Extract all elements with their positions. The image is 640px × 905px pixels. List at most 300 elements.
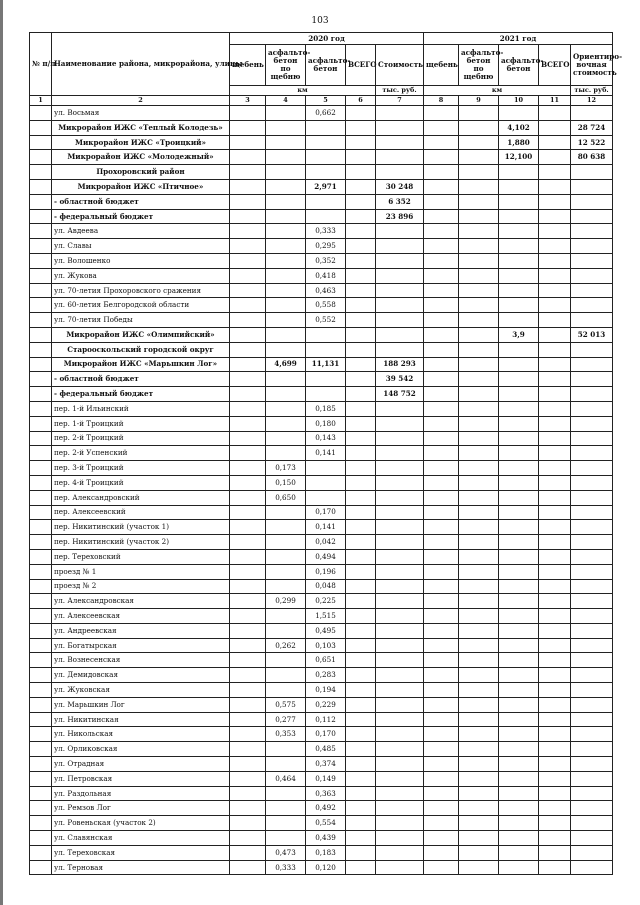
cell-c5 <box>306 120 346 135</box>
cell-c5: 0,558 <box>306 298 346 313</box>
cell-c7 <box>376 727 424 742</box>
cell-c3 <box>230 372 266 387</box>
cell-c5 <box>306 461 346 476</box>
cell-c7 <box>376 845 424 860</box>
cell-c9 <box>459 579 499 594</box>
cell-c11 <box>539 150 571 165</box>
cell-c5: 0,141 <box>306 446 346 461</box>
cell-c7 <box>376 224 424 239</box>
table-row <box>30 490 613 505</box>
cell-c10: 3,9 <box>499 327 539 342</box>
cell-c8 <box>424 446 459 461</box>
cell-c4: 4,699 <box>266 357 306 372</box>
cell-no <box>30 697 52 712</box>
cell-c4 <box>266 253 306 268</box>
cell-c8 <box>424 253 459 268</box>
cell-c9 <box>459 490 499 505</box>
cell-c4 <box>266 446 306 461</box>
cell-c12 <box>571 564 613 579</box>
cell-c8 <box>424 505 459 520</box>
cell-c10 <box>499 638 539 653</box>
cell-c11 <box>539 579 571 594</box>
cell-c7 <box>376 253 424 268</box>
cell-c11 <box>539 742 571 757</box>
cell-c3 <box>230 623 266 638</box>
cell-c6 <box>346 416 376 431</box>
cell-c6 <box>346 727 376 742</box>
header-unit-km-2020: км <box>230 86 376 96</box>
cell-c4 <box>266 342 306 357</box>
cell-c6 <box>346 816 376 831</box>
cell-name: Микрорайон ИЖС «Теплый Колодезь» <box>52 120 230 135</box>
cell-c9 <box>459 209 499 224</box>
column-number-row <box>30 96 613 106</box>
cell-c10 <box>499 387 539 402</box>
cell-c9 <box>459 638 499 653</box>
cell-c9 <box>459 150 499 165</box>
cell-c10 <box>499 801 539 816</box>
cell-c10 <box>499 742 539 757</box>
cell-c7 <box>376 239 424 254</box>
cell-c10 <box>499 623 539 638</box>
cell-no <box>30 431 52 446</box>
cell-c5: 0,141 <box>306 520 346 535</box>
cell-c6 <box>346 490 376 505</box>
cell-c6 <box>346 120 376 135</box>
cell-c8 <box>424 461 459 476</box>
table-row <box>30 461 613 476</box>
cell-c4 <box>266 120 306 135</box>
cell-c9 <box>459 549 499 564</box>
cell-c12 <box>571 831 613 846</box>
cell-c3 <box>230 712 266 727</box>
cell-c5: 0,120 <box>306 860 346 875</box>
cell-c8 <box>424 179 459 194</box>
cell-c3 <box>230 594 266 609</box>
cell-c9 <box>459 475 499 490</box>
cell-c9 <box>459 268 499 283</box>
cell-c9 <box>459 771 499 786</box>
cell-c8 <box>424 771 459 786</box>
cell-no <box>30 357 52 372</box>
cell-no <box>30 387 52 402</box>
column-number: 12 <box>571 96 613 106</box>
cell-name: пер. 2-й Успенский <box>52 446 230 461</box>
cell-c12 <box>571 860 613 875</box>
cell-c7 <box>376 831 424 846</box>
cell-c4 <box>266 106 306 121</box>
cell-c10 <box>499 313 539 328</box>
cell-c11 <box>539 446 571 461</box>
cell-name: ул. Петровская <box>52 771 230 786</box>
cell-c11 <box>539 357 571 372</box>
cell-c3 <box>230 224 266 239</box>
cell-c8 <box>424 860 459 875</box>
cell-c10 <box>499 357 539 372</box>
cell-c4: 0,173 <box>266 461 306 476</box>
cell-c9 <box>459 135 499 150</box>
table-row <box>30 816 613 831</box>
cell-c11 <box>539 683 571 698</box>
cell-c12: 12 522 <box>571 135 613 150</box>
cell-c6 <box>346 283 376 298</box>
cell-no <box>30 239 52 254</box>
cell-name: Микрорайон ИЖС «Молодежный» <box>52 150 230 165</box>
cell-c11 <box>539 224 571 239</box>
cell-c6 <box>346 179 376 194</box>
table-row <box>30 564 613 579</box>
cell-c11 <box>539 860 571 875</box>
cell-no <box>30 668 52 683</box>
cell-c5: 0,495 <box>306 623 346 638</box>
table-body <box>30 106 613 875</box>
cell-c11 <box>539 712 571 727</box>
cell-no <box>30 490 52 505</box>
cell-c8 <box>424 239 459 254</box>
cell-c5: 0,494 <box>306 549 346 564</box>
cell-no <box>30 268 52 283</box>
cell-c6 <box>346 268 376 283</box>
cell-c7 <box>376 416 424 431</box>
cell-c7 <box>376 771 424 786</box>
cell-c8 <box>424 594 459 609</box>
cell-c11 <box>539 209 571 224</box>
cell-c12 <box>571 757 613 772</box>
cell-c7: 23 896 <box>376 209 424 224</box>
cell-c9 <box>459 860 499 875</box>
cell-no <box>30 342 52 357</box>
cell-c6 <box>346 372 376 387</box>
cell-c10 <box>499 786 539 801</box>
cell-c11 <box>539 327 571 342</box>
table-row <box>30 387 613 402</box>
cell-c6 <box>346 150 376 165</box>
cell-name: ул. 60-летия Белгородской области <box>52 298 230 313</box>
cell-no <box>30 831 52 846</box>
cell-c6 <box>346 712 376 727</box>
cell-c11 <box>539 549 571 564</box>
cell-c3 <box>230 106 266 121</box>
table-row <box>30 653 613 668</box>
table-row <box>30 327 613 342</box>
table-row <box>30 860 613 875</box>
cell-c5: 11,131 <box>306 357 346 372</box>
header-year-2021: 2021 год <box>424 33 613 45</box>
cell-c3 <box>230 549 266 564</box>
cell-c3 <box>230 831 266 846</box>
cell-name: - федеральный бюджет <box>52 209 230 224</box>
cell-c3 <box>230 771 266 786</box>
cell-c5 <box>306 165 346 180</box>
cell-c8 <box>424 194 459 209</box>
cell-c11 <box>539 816 571 831</box>
cell-c12 <box>571 771 613 786</box>
cell-no <box>30 194 52 209</box>
road-repair-table <box>29 32 623 875</box>
cell-c8 <box>424 106 459 121</box>
cell-c6 <box>346 653 376 668</box>
cell-no <box>30 135 52 150</box>
cell-c12: 28 724 <box>571 120 613 135</box>
cell-c12 <box>571 786 613 801</box>
cell-c6 <box>346 194 376 209</box>
cell-c5: 0,185 <box>306 401 346 416</box>
cell-c10 <box>499 475 539 490</box>
cell-c3 <box>230 801 266 816</box>
cell-c12 <box>571 461 613 476</box>
cell-c8 <box>424 165 459 180</box>
cell-name: ул. Раздольная <box>52 786 230 801</box>
cell-c11 <box>539 727 571 742</box>
cell-c6 <box>346 831 376 846</box>
cell-c10 <box>499 845 539 860</box>
cell-c4 <box>266 283 306 298</box>
cell-c4 <box>266 135 306 150</box>
cell-c12 <box>571 697 613 712</box>
cell-no <box>30 224 52 239</box>
cell-c11 <box>539 801 571 816</box>
cell-c7 <box>376 653 424 668</box>
cell-c7 <box>376 801 424 816</box>
cell-c5: 0,662 <box>306 106 346 121</box>
cell-c9 <box>459 712 499 727</box>
cell-c6 <box>346 668 376 683</box>
table-row <box>30 742 613 757</box>
cell-no <box>30 179 52 194</box>
cell-no <box>30 283 52 298</box>
table-row <box>30 535 613 550</box>
cell-c11 <box>539 239 571 254</box>
cell-c12 <box>571 106 613 121</box>
cell-name: пер. Александровский <box>52 490 230 505</box>
table-row <box>30 357 613 372</box>
cell-c9 <box>459 683 499 698</box>
cell-c5: 0,374 <box>306 757 346 772</box>
cell-c7 <box>376 549 424 564</box>
cell-c12 <box>571 712 613 727</box>
cell-c3 <box>230 638 266 653</box>
cell-c10 <box>499 179 539 194</box>
cell-c11 <box>539 771 571 786</box>
cell-no <box>30 801 52 816</box>
cell-no <box>30 461 52 476</box>
cell-c5: 0,283 <box>306 668 346 683</box>
cell-c8 <box>424 564 459 579</box>
cell-c9 <box>459 594 499 609</box>
table-row <box>30 475 613 490</box>
column-number: 6 <box>346 96 376 106</box>
cell-c3 <box>230 697 266 712</box>
cell-no <box>30 609 52 624</box>
page-number: 103 <box>311 16 329 26</box>
cell-c5: 0,229 <box>306 697 346 712</box>
cell-no <box>30 372 52 387</box>
cell-c7 <box>376 816 424 831</box>
cell-c8 <box>424 357 459 372</box>
table-row <box>30 727 613 742</box>
cell-c8 <box>424 549 459 564</box>
cell-c4: 0,150 <box>266 475 306 490</box>
cell-c11 <box>539 609 571 624</box>
header-total-2020: ВСЕГО <box>346 45 376 86</box>
cell-c3 <box>230 387 266 402</box>
cell-c5: 0,485 <box>306 742 346 757</box>
cell-c6 <box>346 135 376 150</box>
cell-c6 <box>346 845 376 860</box>
cell-c3 <box>230 150 266 165</box>
cell-c3 <box>230 845 266 860</box>
table-row <box>30 194 613 209</box>
cell-c5: 0,042 <box>306 535 346 550</box>
cell-c4: 0,299 <box>266 594 306 609</box>
cell-name: пер. 2-й Троицкий <box>52 431 230 446</box>
cell-c6 <box>346 431 376 446</box>
cell-c7 <box>376 150 424 165</box>
cell-c12 <box>571 638 613 653</box>
cell-c12 <box>571 609 613 624</box>
cell-c6 <box>346 579 376 594</box>
cell-c7 <box>376 461 424 476</box>
cell-c12: 80 638 <box>571 150 613 165</box>
table-row <box>30 697 613 712</box>
cell-c9 <box>459 283 499 298</box>
cell-name: пер. 4-й Троицкий <box>52 475 230 490</box>
cell-name: ул. Тереховская <box>52 845 230 860</box>
table-row <box>30 712 613 727</box>
cell-no <box>30 535 52 550</box>
cell-c3 <box>230 564 266 579</box>
cell-c5: 0,183 <box>306 845 346 860</box>
cell-c12 <box>571 283 613 298</box>
cell-c4: 0,473 <box>266 845 306 860</box>
cell-c3 <box>230 253 266 268</box>
cell-c7 <box>376 327 424 342</box>
cell-no <box>30 742 52 757</box>
cell-c12 <box>571 401 613 416</box>
cell-c8 <box>424 845 459 860</box>
cell-c5 <box>306 135 346 150</box>
cell-c6 <box>346 239 376 254</box>
cell-c4: 0,650 <box>266 490 306 505</box>
cell-c3 <box>230 609 266 624</box>
cell-c6 <box>346 771 376 786</box>
cell-name: ул. Богатырская <box>52 638 230 653</box>
cell-c5: 1,515 <box>306 609 346 624</box>
cell-c11 <box>539 845 571 860</box>
cell-c11 <box>539 461 571 476</box>
cell-no <box>30 549 52 564</box>
cell-no <box>30 209 52 224</box>
cell-c5: 0,439 <box>306 831 346 846</box>
cell-c7 <box>376 712 424 727</box>
table-row <box>30 668 613 683</box>
cell-c5: 0,180 <box>306 416 346 431</box>
cell-c5: 0,112 <box>306 712 346 727</box>
cell-c7 <box>376 786 424 801</box>
cell-c4 <box>266 757 306 772</box>
cell-c12 <box>571 727 613 742</box>
cell-c8 <box>424 520 459 535</box>
table-row <box>30 313 613 328</box>
cell-c12 <box>571 446 613 461</box>
cell-c11 <box>539 520 571 535</box>
header-unit-km-2021: км <box>424 86 571 96</box>
cell-c8 <box>424 224 459 239</box>
cell-c10: 4,102 <box>499 120 539 135</box>
cell-c6 <box>346 860 376 875</box>
cell-c10 <box>499 372 539 387</box>
cell-c10 <box>499 416 539 431</box>
cell-c6 <box>346 313 376 328</box>
cell-c4 <box>266 653 306 668</box>
cell-c10: 12,100 <box>499 150 539 165</box>
cell-c7 <box>376 342 424 357</box>
cell-name: ул. Никольская <box>52 727 230 742</box>
cell-no <box>30 638 52 653</box>
cell-c5: 0,194 <box>306 683 346 698</box>
column-number: 1 <box>30 96 52 106</box>
cell-c5: 0,333 <box>306 224 346 239</box>
cell-name: ул. 70-летия Прохоровского сражения <box>52 283 230 298</box>
cell-c10 <box>499 446 539 461</box>
cell-c4 <box>266 268 306 283</box>
cell-c4 <box>266 668 306 683</box>
cell-c7 <box>376 401 424 416</box>
cell-c10 <box>499 239 539 254</box>
cell-c11 <box>539 668 571 683</box>
cell-c8 <box>424 490 459 505</box>
cell-c9 <box>459 623 499 638</box>
cell-c8 <box>424 283 459 298</box>
cell-c5 <box>306 475 346 490</box>
cell-c12 <box>571 683 613 698</box>
cell-c10 <box>499 253 539 268</box>
cell-c5: 0,552 <box>306 313 346 328</box>
table-row <box>30 638 613 653</box>
cell-c3 <box>230 490 266 505</box>
cell-name: Старооскольский городской округ <box>52 342 230 357</box>
cell-c11 <box>539 475 571 490</box>
cell-c4 <box>266 786 306 801</box>
cell-c11 <box>539 757 571 772</box>
cell-name: ул. Отрадная <box>52 757 230 772</box>
cell-c11 <box>539 372 571 387</box>
cell-c5 <box>306 194 346 209</box>
table-row <box>30 416 613 431</box>
cell-c8 <box>424 327 459 342</box>
cell-c4: 0,262 <box>266 638 306 653</box>
cell-c9 <box>459 668 499 683</box>
cell-c7: 148 752 <box>376 387 424 402</box>
cell-c6 <box>346 342 376 357</box>
cell-name: проезд № 2 <box>52 579 230 594</box>
table-row <box>30 771 613 786</box>
cell-c5 <box>306 490 346 505</box>
cell-c7 <box>376 298 424 313</box>
cell-c6 <box>346 298 376 313</box>
cell-c12 <box>571 505 613 520</box>
cell-c10 <box>499 194 539 209</box>
column-number: 7 <box>376 96 424 106</box>
cell-c7 <box>376 106 424 121</box>
cell-c8 <box>424 579 459 594</box>
cell-c10 <box>499 712 539 727</box>
cell-name: пер. Алексеевский <box>52 505 230 520</box>
cell-name: - областной бюджет <box>52 372 230 387</box>
cell-c10 <box>499 653 539 668</box>
cell-name: ул. Никитинская <box>52 712 230 727</box>
cell-c4 <box>266 298 306 313</box>
